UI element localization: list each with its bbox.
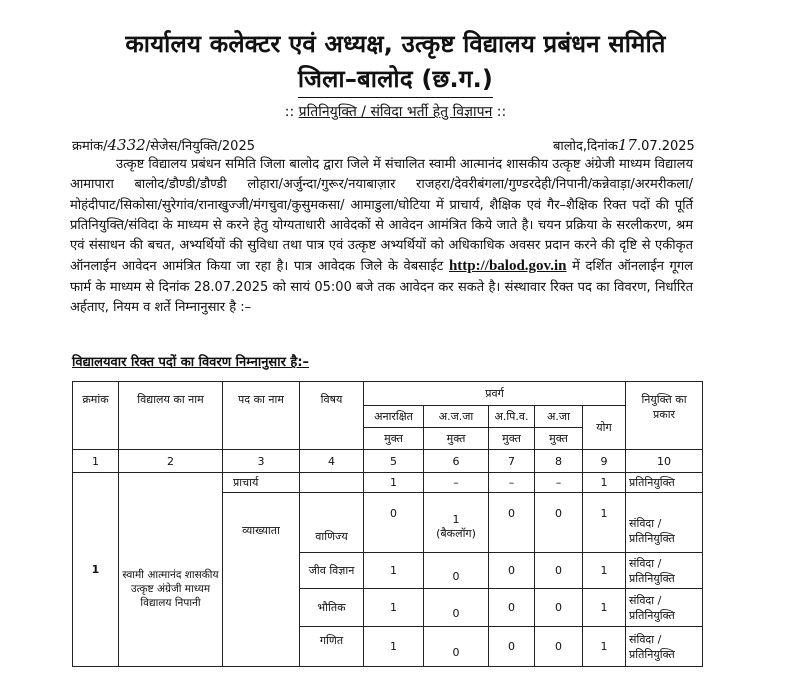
header-subject: विषय <box>300 382 364 450</box>
row-type: संविदा / प्रतिनियुक्ति <box>626 493 703 553</box>
header-category: प्रवर्ग <box>364 382 626 406</box>
row-subject: जीव विज्ञान <box>300 553 364 589</box>
row-total: 1 <box>583 493 626 553</box>
row-sc-value: 1 <box>452 512 460 526</box>
row-subject <box>300 473 364 493</box>
date-month-year: .07.2025 <box>636 139 695 154</box>
row-post: प्राचार्य <box>223 473 300 493</box>
subtitle-text: प्रतिनियुक्ति / संविदा भर्ती हेतु विज्ञापन <box>298 104 493 120</box>
row-sc-note: (बैकलॉग) <box>436 526 476 540</box>
header-cat-ur: अनारक्षित <box>364 406 424 428</box>
row-post-lecturer: व्याख्याता <box>223 493 300 667</box>
body-text-part1: उत्कृष्ट विद्यालय प्रबंधन समिति जिला बालोद द्वारा जिले में संचालित स्वामी आत्मानंद शासकीय उत्कृष्ट अंग्रेजी माध्यम विद्यालय आमापारा बालोद/डौण्डी/डौण्डी लोहारा/अर्जुन्दा/गुरूर/नयाबाज़ार राजहरा/देवरीबंगला/गुण्डरदेही/निपानी/कन्नेवाड़ा/अरमरीकला/मोहंदीपाट/सिकोसा/सुरेगांव/रानाखुज्जी/मंगचुवा/कुसुमकसा/ आमाडुला/घोटिया में प्राचार्य, शैक्षिक एवं गैर–शैक्षिक रिक्त पदों की पूर्ति प्रतिनियुक्ति/संविदा के माध्यम से करने हेतु योग्यताधारी आवेदकों से आवेदन आमंत्रित किये जाते है। चयन प्रक्रिया के सरलीकरण, श्रम एवं संसाधन की बचत, अभ्यर्थियों की सुविधा तथा पात्र एवं उत्कृष्ट अभ्यर्थियों को अधिकाधिक अवसर प्रदान करने की दृष्टि से एकीकृत ऑनलाईन आवेदन आमंत्रित किया जा रहा है। पात्र आवेदक जिले के वेबसाईट <box>70 157 693 275</box>
header-open-2: मुक्त <box>424 428 489 450</box>
office-title: कार्यालय कलेक्टर एवं अध्यक्ष, उत्कृष्ट विद्यालय प्रबंधन समिति <box>125 30 666 58</box>
row-obc: 0 <box>489 553 535 589</box>
header-cat-obc: अ.पि.व. <box>489 406 535 428</box>
row-subject: भौतिक <box>300 589 364 627</box>
header-open-3: मुक्त <box>489 428 535 450</box>
header-serial: क्रमांक <box>73 382 119 450</box>
row-sc: – <box>424 473 489 493</box>
row-obc: 0 <box>489 493 535 553</box>
section-heading: विद्यालयवार रिक्त पदों का विवरण निम्नानुसार है:– <box>72 355 310 370</box>
row-serial: 1 <box>73 473 119 667</box>
date-prefix: बालोद,दिनांक <box>553 139 618 154</box>
row-ur: 0 <box>364 493 424 553</box>
row-total: 1 <box>583 627 626 667</box>
ref-prefix: क्रमांक/ <box>72 139 108 154</box>
col-number-1: 1 <box>73 450 119 473</box>
row-ur: 1 <box>364 473 424 493</box>
row-sc: 0 <box>424 589 489 627</box>
col-number-9: 9 <box>583 450 626 473</box>
row-st: 0 <box>535 493 583 553</box>
row-sc <box>424 493 489 553</box>
row-obc: – <box>489 473 535 493</box>
header-cat-st: अ.जा <box>535 406 583 428</box>
row-st: 0 <box>535 553 583 589</box>
col-number-3: 3 <box>223 450 300 473</box>
col-number-5: 5 <box>364 450 424 473</box>
row-total: 1 <box>583 473 626 493</box>
row-ur: 1 <box>364 627 424 667</box>
row-type: प्रतिनियुक्ति <box>626 473 703 493</box>
date-handwritten-day: 17 <box>617 136 637 154</box>
header-appointment: नियुक्ति का प्रकार <box>626 382 703 450</box>
row-sc: 0 <box>424 627 489 667</box>
row-type: संविदा / प्रतिनियुक्ति <box>626 589 703 627</box>
header-post: पद का नाम <box>223 382 300 450</box>
col-number-2: 2 <box>119 450 223 473</box>
row-st: 0 <box>535 589 583 627</box>
website-link[interactable]: http://balod.gov.in <box>448 258 567 275</box>
ref-handwritten-number: 4332 <box>107 136 146 154</box>
row-type: संविदा / प्रतिनियुक्ति <box>626 627 703 667</box>
col-number-8: 8 <box>535 450 583 473</box>
district-title <box>0 62 791 98</box>
header-cat-sc: अ.ज.जा <box>424 406 489 428</box>
row-school-name: स्वामी आत्मानंद शासकीय उत्कृष्ट अंग्रेजी माध्यम विद्यालय निपानी <box>119 473 223 667</box>
row-sc: 0 <box>424 553 489 589</box>
header-total: योग <box>583 406 626 450</box>
col-number-7: 7 <box>489 450 535 473</box>
reference-number <box>72 136 255 154</box>
row-type: संविदा / प्रतिनियुक्ति <box>626 553 703 589</box>
row-total: 1 <box>583 553 626 589</box>
col-number-10: 10 <box>626 450 703 473</box>
advertisement-subtitle <box>0 102 791 121</box>
row-st: – <box>535 473 583 493</box>
body-paragraph <box>70 155 693 318</box>
vacancy-table <box>72 381 703 667</box>
row-total: 1 <box>583 589 626 627</box>
row-ur: 1 <box>364 553 424 589</box>
ref-suffix: /सेजेस/नियुक्ति/2025 <box>145 139 256 154</box>
body-text-part2: में दर्शित ऑनलाईन गूगल फार्म के माध्यम से दिनांक 28.07.2025 को सायं 05:00 बजे तक आवेदन कर सकते है। संस्थावार रिक्त पद का विवरण, निर्धारित अर्हताए, नियम व शर्ते निम्नानुसार है :– <box>70 259 693 316</box>
header-open-1: मुक्त <box>364 428 424 450</box>
row-subject: वाणिज्य <box>300 493 364 553</box>
advertisement-body <box>70 155 693 318</box>
col-number-4: 4 <box>300 450 364 473</box>
header-open-4: मुक्त <box>535 428 583 450</box>
row-obc: 0 <box>489 589 535 627</box>
district-title-text: जिला–बालोद (छ.ग.) <box>298 62 493 98</box>
row-subject: गणित <box>300 627 364 667</box>
subtitle-pre: :: <box>284 104 299 120</box>
row-ur: 1 <box>364 589 424 627</box>
table-row <box>73 473 703 493</box>
row-st: 0 <box>535 627 583 667</box>
subtitle-post: :: <box>492 104 507 120</box>
col-number-6: 6 <box>424 450 489 473</box>
header-school: विद्यालय का नाम <box>119 382 223 450</box>
place-date <box>553 136 695 154</box>
row-obc: 0 <box>489 627 535 667</box>
